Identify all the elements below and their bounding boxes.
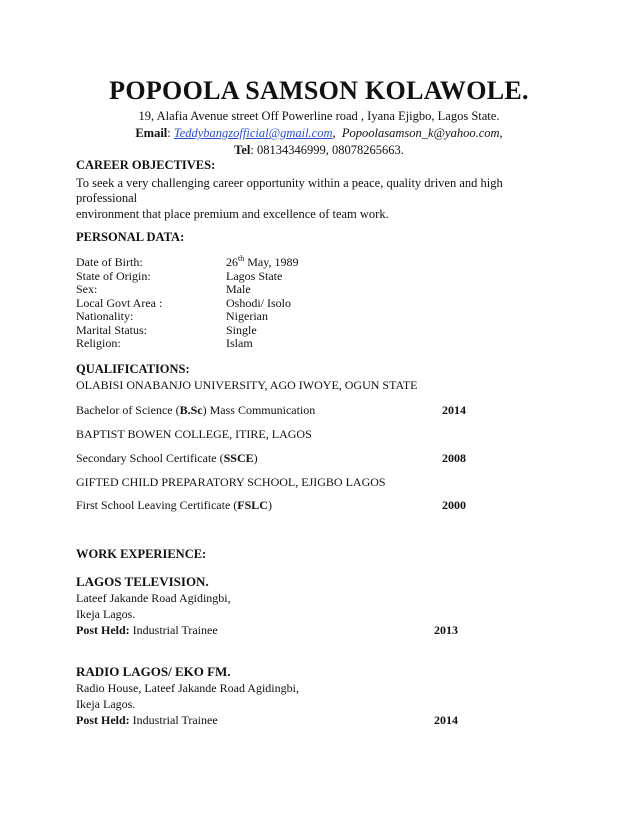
- nationality-label: Nationality:: [76, 309, 134, 323]
- personal-row-religion: [76, 337, 566, 351]
- work-year-1: 2013: [434, 623, 458, 637]
- career-objectives-line-1: To seek a very challenging career opportunity within a peace, quality driven and high professional: [76, 175, 503, 205]
- lga-value: Oshodi/ Isolo: [226, 295, 292, 310]
- work-entry-2: [76, 663, 458, 728]
- work-experience-heading: WORK EXPERIENCE:: [76, 547, 207, 561]
- personal-data-heading: PERSONAL DATA:: [76, 230, 185, 244]
- applicant-name: POPOOLA SAMSON KOLAWOLE.: [109, 76, 529, 105]
- work-address-1a: Lateef Jakande Road Agidingbi,: [76, 591, 231, 605]
- qualifications-heading: QUALIFICATIONS:: [76, 362, 190, 376]
- personal-row-nationality: [76, 310, 566, 324]
- career-objectives-heading: CAREER OBJECTIVES:: [76, 158, 216, 172]
- work-address-2a: Radio House, Lateef Jakande Road Agidingbi,: [76, 681, 299, 695]
- qualification-row-1: Bachelor of Science (B.Sc) Mass Communication 2014: [76, 403, 466, 417]
- personal-row-sex: [76, 283, 566, 297]
- work-entry-1: [76, 573, 458, 638]
- email-label: Email: [135, 126, 168, 140]
- email-link-primary[interactable]: Teddybangzofficial@gmail.com: [173, 126, 333, 140]
- career-objectives-line-2: environment that place premium and excellence of team work.: [76, 206, 389, 221]
- work-year-2: 2014: [434, 713, 458, 727]
- qualifications-section: [76, 362, 566, 378]
- career-objectives-section: [76, 158, 566, 222]
- marital-label: Marital Status:: [76, 322, 147, 337]
- qualification-year-1: 2014: [442, 403, 466, 417]
- sex-value: Male: [226, 282, 251, 296]
- religion-value: Islam: [226, 336, 253, 350]
- personal-row-marital: [76, 324, 566, 338]
- qualification-year-2: 2008: [442, 451, 466, 465]
- personal-data-section: [76, 230, 566, 246]
- lga-label: Local Govt Area :: [76, 295, 163, 310]
- origin-label: State of Origin:: [76, 268, 151, 283]
- origin-value: Lagos State: [226, 268, 283, 283]
- tel-line: Tel: 08134346999, 08078265663.: [234, 143, 404, 157]
- work-post-row-2: Post Held: Industrial Trainee 2014: [76, 713, 458, 727]
- qualification-row-2: Secondary School Certificate (SSCE) 2008: [76, 451, 466, 465]
- qualification-year-3: 2000: [442, 498, 466, 512]
- work-address-2b: Ikeja Lagos.: [76, 697, 136, 711]
- personal-row-dob: [76, 256, 566, 270]
- marital-value: Single: [226, 322, 257, 337]
- work-post-row-1: Post Held: Industrial Trainee 2013: [76, 623, 458, 637]
- personal-row-origin: [76, 270, 566, 284]
- religion-label: Religion:: [76, 336, 121, 350]
- tel-numbers: 08134346999, 08078265663.: [256, 143, 404, 157]
- qualification-institution-1: OLABISI ONABANJO UNIVERSITY, AGO IWOYE, OGUN STATE: [76, 378, 418, 392]
- work-experience-section: [76, 547, 566, 563]
- tel-label: Tel: [234, 143, 251, 157]
- work-company-1: LAGOS TELEVISION.: [76, 574, 209, 589]
- qualification-row-3: First School Leaving Certificate (FSLC) 2000: [76, 498, 466, 512]
- email-line: Email: Teddybangzofficial@gmail.com, Popoolasamson_k@yahoo.com,: [135, 126, 503, 140]
- work-company-2: RADIO LAGOS/ EKO FM.: [76, 664, 231, 679]
- sex-label: Sex:: [76, 282, 98, 296]
- email-secondary: Popoolasamson_k@yahoo.com: [341, 126, 500, 140]
- personal-row-lga: [76, 297, 566, 311]
- work-address-1b: Ikeja Lagos.: [76, 607, 136, 621]
- nationality-value: Nigerian: [226, 309, 268, 323]
- dob-value: 26th May, 1989: [226, 254, 299, 269]
- dob-label: Date of Birth:: [76, 255, 143, 269]
- personal-data-list: [76, 256, 566, 351]
- resume-header: [0, 76, 638, 159]
- qualification-institution-2: BAPTIST BOWEN COLLEGE, ITIRE, LAGOS: [76, 427, 312, 441]
- address-line: 19, Alafia Avenue street Off Powerline road , Iyana Ejigbo, Lagos State.: [138, 109, 500, 123]
- qualification-institution-3: GIFTED CHILD PREPARATORY SCHOOL, EJIGBO LAGOS: [76, 475, 386, 489]
